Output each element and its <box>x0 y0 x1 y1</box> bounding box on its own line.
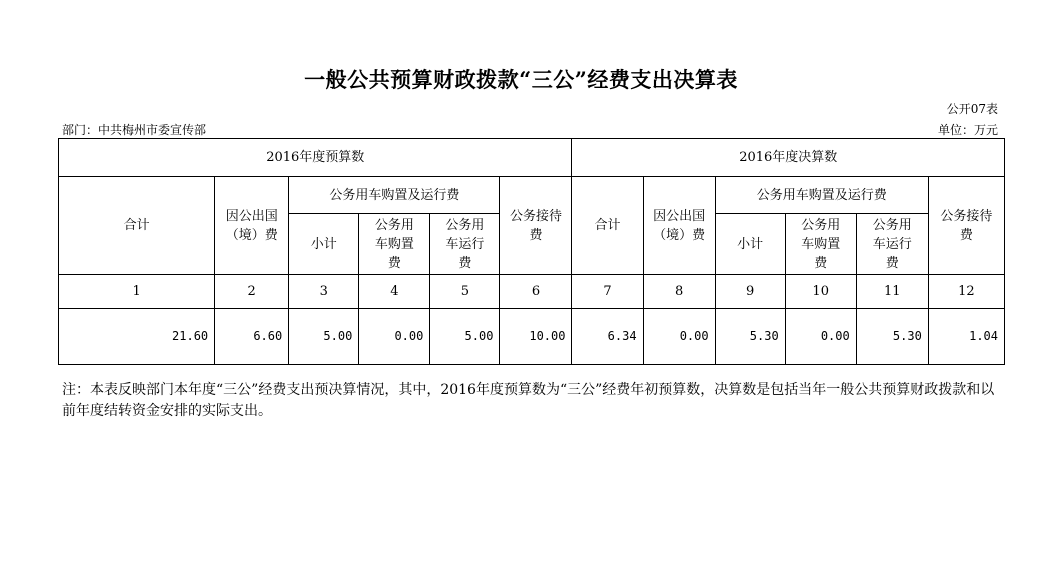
page-title: 一般公共预算财政拨款“三公”经费支出决算表 <box>304 67 738 92</box>
budget-vehicle-operation-header: 公务用车运行费 <box>430 214 500 275</box>
column-index-row <box>59 275 1005 309</box>
final-vehicle-operation-header: 公务用车运行费 <box>856 214 928 275</box>
department-label: 部门：中共梅州市委宣传部 <box>62 123 207 137</box>
column-index: 3 <box>289 275 359 309</box>
column-index: 9 <box>715 275 785 309</box>
header-row-groups <box>59 139 1005 177</box>
column-index: 1 <box>59 275 215 309</box>
final-vehicle-operation-value: 5.30 <box>856 309 928 365</box>
column-index: 8 <box>643 275 715 309</box>
final-total-header: 合计 <box>572 177 643 275</box>
final-subtotal-value: 5.30 <box>715 309 785 365</box>
final-vehicle-group-header: 公务用车购置及运行费 <box>715 177 928 214</box>
final-total-value: 6.34 <box>572 309 643 365</box>
budget-subtotal-header: 小计 <box>289 214 359 275</box>
column-index: 2 <box>215 275 289 309</box>
budget-abroad-header: 因公出国（境）费 <box>215 177 289 275</box>
budget-vehicle-group-header: 公务用车购置及运行费 <box>289 177 500 214</box>
expenditure-table <box>58 138 1005 365</box>
final-group-header: 2016年度决算数 <box>572 139 1005 177</box>
column-index: 10 <box>785 275 856 309</box>
budget-vehicle-purchase-value: 0.00 <box>359 309 430 365</box>
column-index: 11 <box>856 275 928 309</box>
column-index: 6 <box>500 275 572 309</box>
budget-reception-header: 公务接待费 <box>500 177 572 275</box>
column-index: 12 <box>928 275 1004 309</box>
budget-total-header: 合计 <box>59 177 215 275</box>
final-abroad-value: 0.00 <box>643 309 715 365</box>
budget-vehicle-purchase-header: 公务用车购置费 <box>359 214 430 275</box>
budget-subtotal-value: 5.00 <box>289 309 359 365</box>
budget-reception-value: 10.00 <box>500 309 572 365</box>
final-subtotal-header: 小计 <box>715 214 785 275</box>
form-number: 公开07表 <box>946 102 998 116</box>
header-row-columns <box>59 177 1005 214</box>
final-reception-header: 公务接待费 <box>928 177 1004 275</box>
values-row <box>59 309 1005 365</box>
final-vehicle-purchase-header: 公务用车购置费 <box>785 214 856 275</box>
final-vehicle-purchase-value: 0.00 <box>785 309 856 365</box>
budget-abroad-value: 6.60 <box>215 309 289 365</box>
column-index: 4 <box>359 275 430 309</box>
budget-group-header: 2016年度预算数 <box>59 139 572 177</box>
budget-vehicle-operation-value: 5.00 <box>430 309 500 365</box>
unit-label: 单位：万元 <box>937 123 998 137</box>
budget-total-value: 21.60 <box>59 309 215 365</box>
column-index: 7 <box>572 275 643 309</box>
footnote: 注：本表反映部门本年度“三公”经费支出预决算情况，其中，2016年度预算数为“三公”经费年初预算数，决算数是包括当年一般公共预算财政拨款和以前年度结转资金安排的实际支出。 <box>62 382 995 419</box>
final-reception-value: 1.04 <box>928 309 1004 365</box>
final-abroad-header: 因公出国（境）费 <box>643 177 715 275</box>
column-index: 5 <box>430 275 500 309</box>
